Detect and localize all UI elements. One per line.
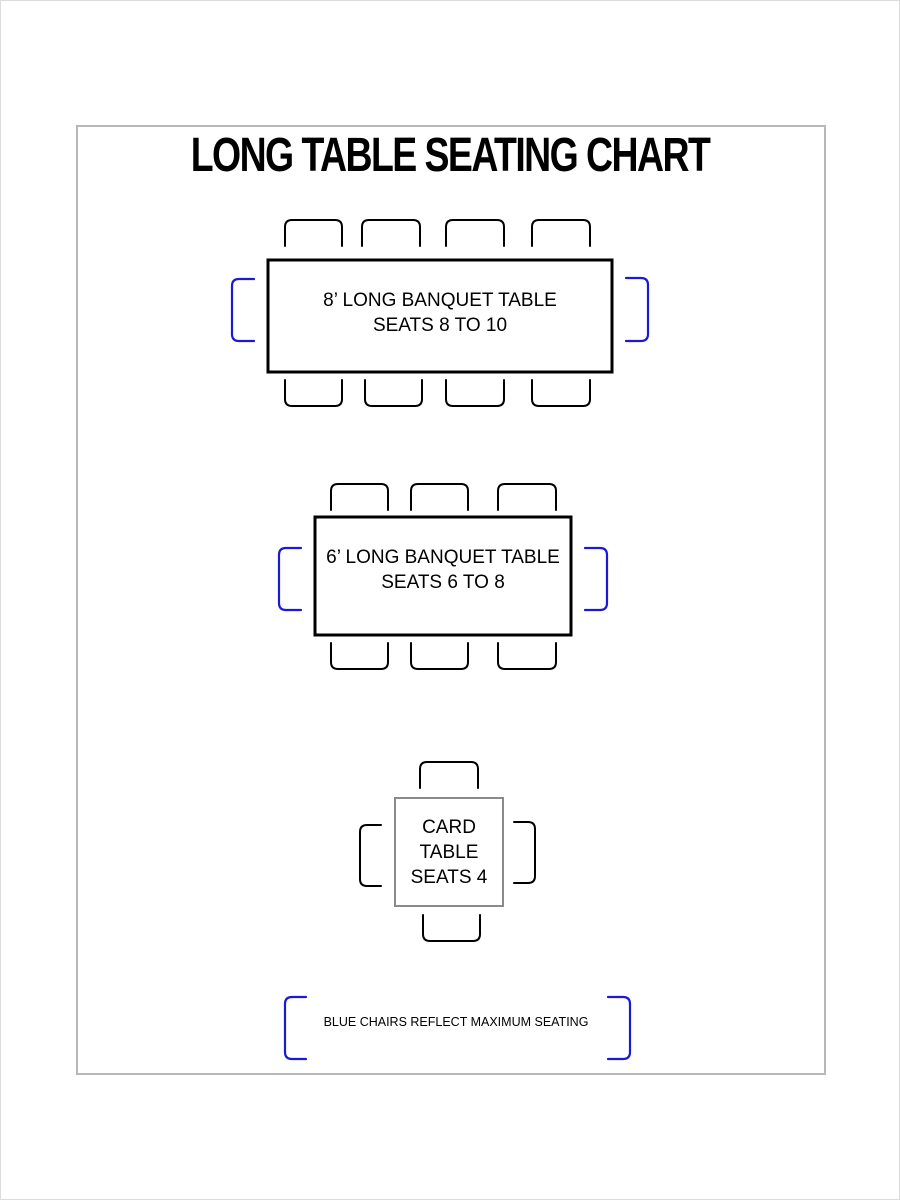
legend-right-bracket (608, 997, 630, 1059)
page-title: LONG TABLE SEATING CHART (190, 129, 710, 182)
table-8ft-label (270, 288, 610, 338)
chair-card-top (420, 762, 478, 788)
chair-8ft-top-1 (285, 220, 342, 246)
chair-6ft-top-2 (411, 484, 468, 510)
chair-8ft-right-max (626, 278, 648, 341)
table-8ft-label-line1: 8’ LONG BANQUET TABLE (323, 290, 557, 311)
table-6ft-label-line2: SEATS 6 TO 8 (381, 572, 505, 593)
chair-6ft-bottom-2 (411, 643, 468, 669)
chair-8ft-bottom-3 (446, 380, 504, 406)
chair-8ft-bottom-2 (365, 380, 422, 406)
chair-8ft-bottom-1 (285, 380, 342, 406)
chair-6ft-top-1 (331, 484, 388, 510)
chair-6ft-bottom-1 (331, 643, 388, 669)
chair-8ft-left-max (232, 279, 254, 341)
chair-card-left (360, 825, 381, 886)
chair-6ft-left-max (279, 548, 301, 610)
chair-6ft-top-3 (498, 484, 556, 510)
chair-6ft-bottom-3 (498, 643, 556, 669)
chair-8ft-bottom-4 (532, 380, 590, 406)
chair-card-right (514, 822, 535, 883)
card-table-label-line1: CARD (422, 817, 476, 838)
legend-left-bracket (285, 997, 306, 1059)
card-table-label-line3: SEATS 4 (410, 867, 488, 888)
chair-8ft-top-4 (532, 220, 590, 246)
table-8ft-label-line2: SEATS 8 TO 10 (372, 315, 508, 336)
chair-8ft-top-2 (362, 220, 420, 246)
table-6ft-label-line1: 6’ LONG BANQUET TABLE (326, 547, 560, 568)
chair-8ft-top-3 (446, 220, 504, 246)
legend-text: BLUE CHAIRS REFLECT MAXIMUM SEATING (323, 1015, 589, 1029)
card-table-label (396, 815, 502, 890)
table-6ft-label (316, 545, 570, 595)
chair-6ft-right-max (585, 548, 607, 610)
chair-card-bottom (423, 915, 480, 941)
card-table-label-line2: TABLE (419, 842, 479, 863)
